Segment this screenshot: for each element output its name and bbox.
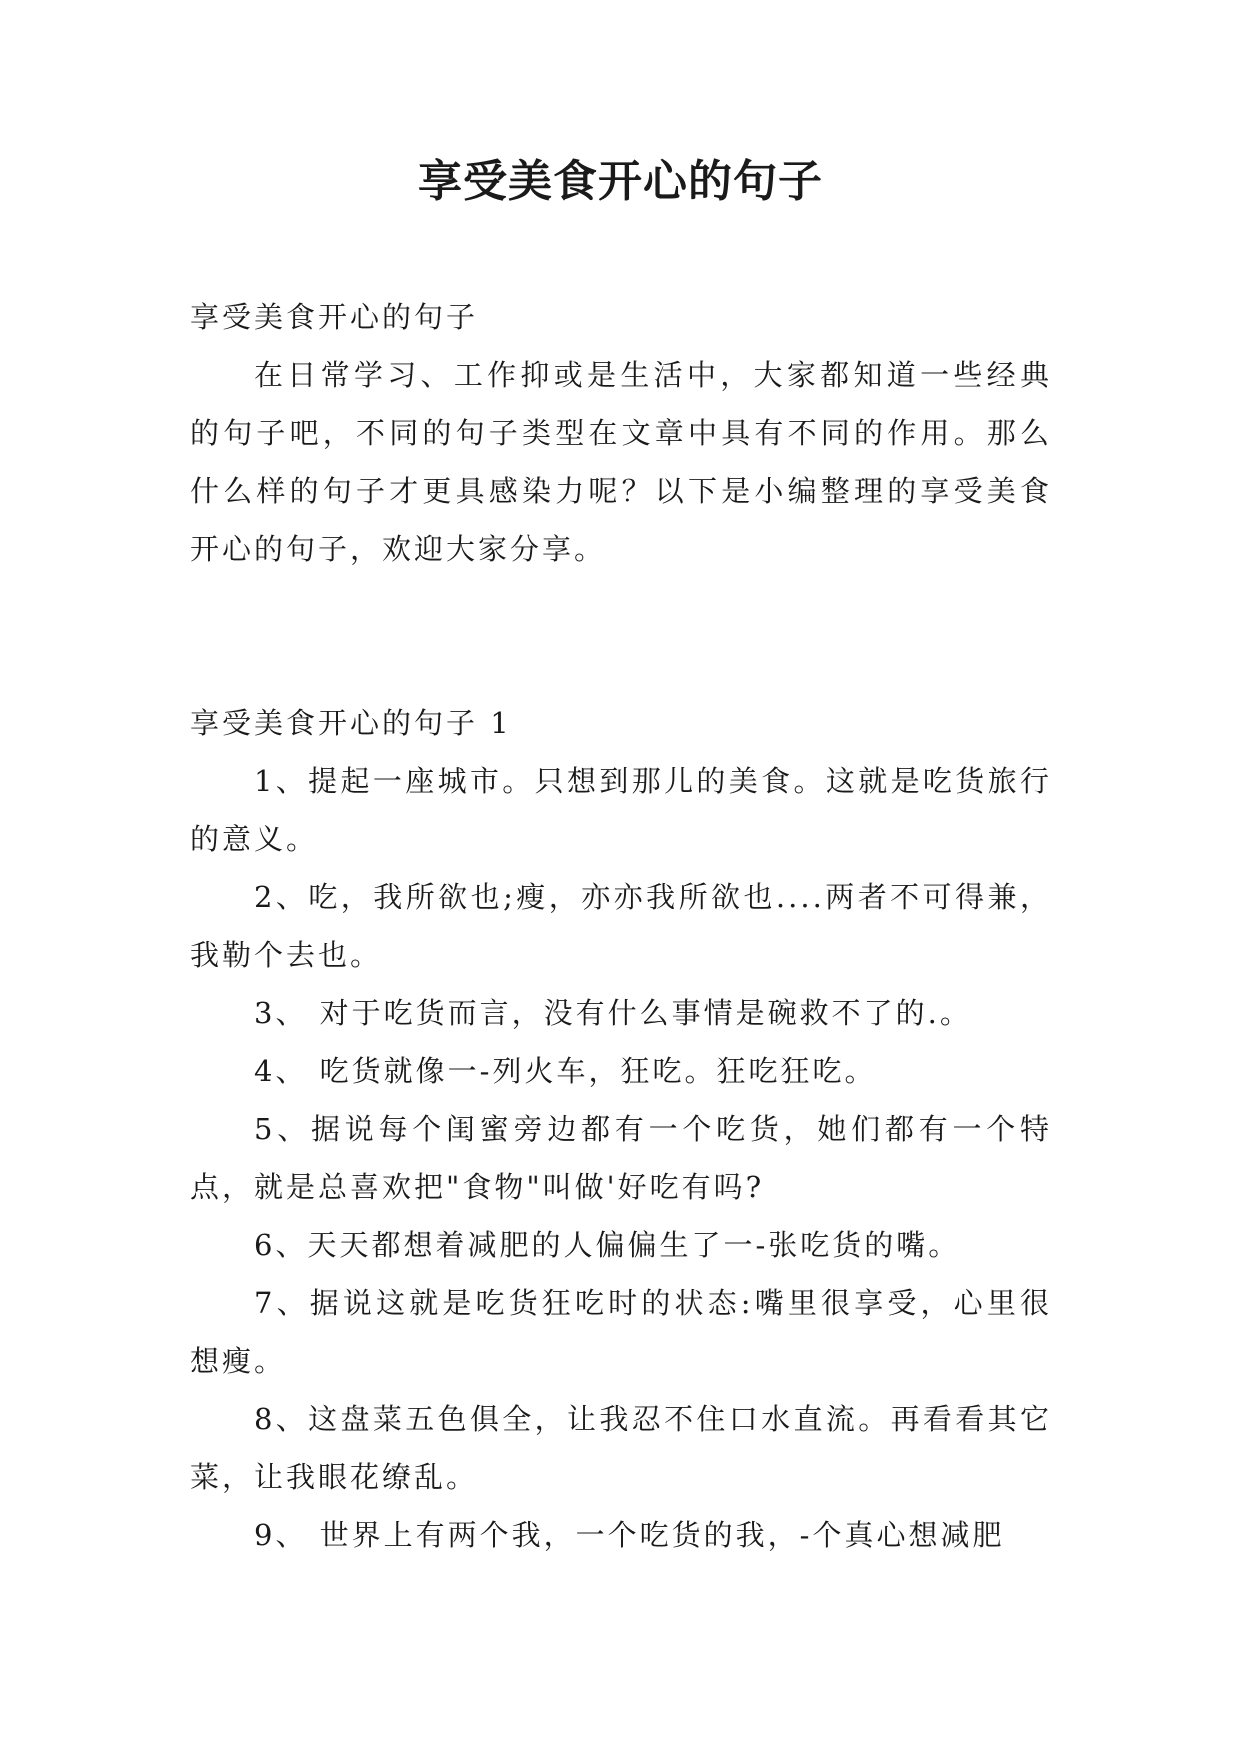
list-item: 1、提起一座城市。只想到那儿的美食。这就是吃货旅行的意义。: [190, 764, 1052, 856]
section-spacer: [190, 578, 1052, 694]
subtitle: 享受美食开心的句子: [190, 300, 479, 334]
document-body: [190, 288, 1052, 1564]
list-item: 7、据说这就是吃货狂吃时的状态:嘴里很享受，心里很想瘦。: [190, 1286, 1052, 1378]
list-item: 5、据说每个闺蜜旁边都有一个吃货，她们都有一个特点，就是总喜欢把"食物"叫做'好吃有吗?: [190, 1112, 1052, 1204]
list-item: 8、这盘菜五色俱全，让我忍不住口水直流。再看看其它菜，让我眼花缭乱。: [190, 1402, 1052, 1494]
list-item: 3、 对于吃货而言，没有什么事情是碗救不了的.。: [254, 996, 972, 1030]
list-item: 2、吃，我所欲也;瘦，亦亦我所欲也....两者不可得兼，我勒个去也。: [190, 880, 1052, 972]
list-item: 4、 吃货就像一-列火车，狂吃。狂吃狂吃。: [254, 1054, 877, 1088]
section-heading: 享受美食开心的句子 1: [190, 706, 512, 740]
list-item: 9、 世界上有两个我，一个吃货的我，-个真心想减肥: [254, 1518, 1005, 1552]
document-title: 享受美食开心的句子: [418, 156, 823, 207]
intro-paragraph: 在日常学习、工作抑或是生活中，大家都知道一些经典的句子吧，不同的句子类型在文章中具有不同的作用。那么什么样的句子才更具感染力呢？以下是小编整理的享受美食开心的句子，欢迎大家分享。: [190, 358, 1052, 566]
list-item: 6、天天都想着减肥的人偏偏生了一-张吃货的嘴。: [254, 1228, 961, 1262]
